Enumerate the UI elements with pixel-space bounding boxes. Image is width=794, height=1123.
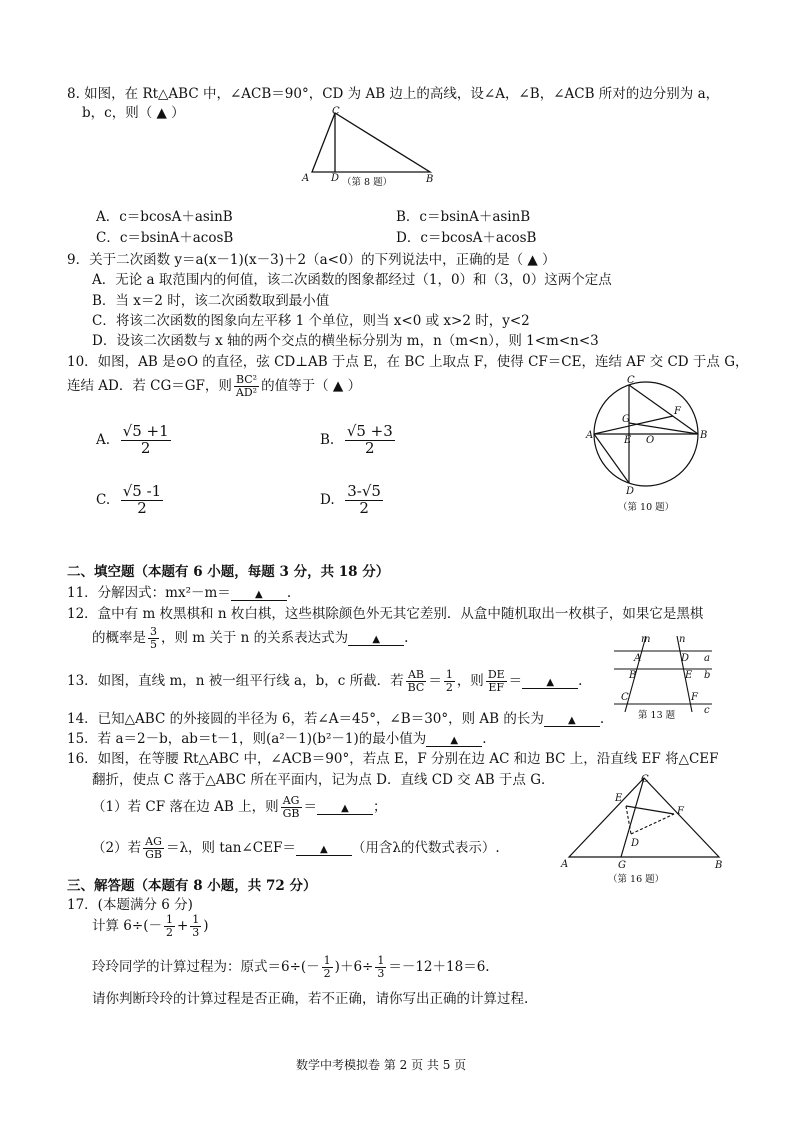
- fig13-label-B: B: [629, 670, 637, 681]
- q16-part2: （2）若 $\frac{AG}{GB}$ ＝λ，则 tan∠CEF＝ ▲ （用含λ的代数式表示）.: [92, 835, 500, 861]
- q10-fraction: $\frac{\text{BC²}}{\text{AD²}}$: [235, 373, 258, 399]
- q10-option-C: C. $\frac{√5 -1}{2}$: [96, 482, 162, 517]
- fig16-label-F: F: [677, 806, 684, 817]
- fig16-label-E: E: [615, 793, 623, 804]
- fig16-label-G: G: [618, 860, 626, 871]
- q10-figure-caption: （第 10 题）: [618, 502, 675, 513]
- q10-option-D: D. $\frac{3-√5}{2}$: [320, 482, 381, 517]
- q16-figure: [558, 770, 730, 886]
- fig10-label-A: A: [586, 430, 594, 441]
- q10-option-B: B. $\frac{√5 +3}{2}$: [320, 422, 393, 457]
- fig13-label-E: E: [685, 670, 693, 681]
- q10-option-A: A. $\frac{√5 +1}{2}$: [96, 422, 169, 457]
- fig10-label-D: D: [626, 486, 635, 497]
- section-3-title: 三、解答题（本题有 8 小题，共 72 分）: [67, 878, 317, 894]
- q8-stem-line1: 8. 如图，在 Rt△ABC 中，∠ACB＝90°，CD 为 AB 边上的高线，设∠A，∠B，∠ACB 所对的边分别为 a，: [67, 86, 720, 102]
- q14: 14．已知△ABC 的外接圆的半径为 6，若∠A＝45°，∠B＝30°，则 AB 的长为 ▲ .: [67, 711, 605, 727]
- q8-figure: [298, 105, 448, 195]
- fig16-label-B: B: [715, 860, 723, 871]
- q10-stem-line1: 10．如图，AB 是⊙O 的直径，弦 CD⊥AB 于点 E，在 BC 上取点 F，使得 CF＝CE，连结 AF 交 CD 于点 G，: [67, 354, 749, 370]
- q8-option-D: D．c＝bcosA＋acosB: [396, 230, 537, 246]
- fig13-label-b: b: [704, 670, 711, 681]
- page-footer: 数学中考模拟卷 第 2 页 共 5 页: [296, 1058, 467, 1072]
- q15: 15．若 a＝2－b，ab＝t－1，则(a²－1)(b²－1)的最小值为 ▲ .: [67, 731, 487, 747]
- q16-line1: 16．如图，在等腰 Rt△ABC 中，∠ACB＝90°，若点 E，F 分别在边 AC 和边 BC 上，沿直线 EF 将△CEF: [67, 751, 719, 767]
- fig16-label-D: D: [631, 838, 640, 849]
- q8-figure-caption: （第 8 题）: [342, 177, 393, 188]
- q16-part2-answer-blank: ▲: [296, 844, 352, 856]
- q10-figure: [584, 370, 714, 515]
- q16-line2: 翻折，使点 C 落于△ABC 所在平面内，记为点 D．直线 CD 交 AB 于点 G．: [92, 772, 555, 788]
- fig10-label-C: C: [627, 375, 635, 386]
- q14-answer-blank: ▲: [544, 715, 600, 727]
- section-2-title: 二、填空题（本题有 6 小题，每题 3 分，共 18 分）: [67, 564, 390, 580]
- q9-option-B: B．当 x＝2 时，该二次函数取到最小值: [92, 293, 330, 309]
- q13-figure-caption: 第 13 题: [638, 710, 676, 721]
- q12-line2: 的概率是 $\frac{3}{5}$ ，则 m 关于 n 的关系表达式为 ▲ .: [92, 625, 409, 651]
- q9-stem: 9．关于二次函数 y＝a(x－1)(x－3)＋2（a<0）的下列说法中，正确的是（ ▲ ）: [67, 252, 556, 268]
- q11: 11．分解因式：mx²－m＝ ▲ .: [67, 585, 292, 601]
- fig13-label-C: C: [621, 692, 629, 703]
- q10-stem-line2: 连结 AD．若 CG＝GF，则 $\frac{\text{BC²}}{\text{AD²}}$ 的值等于（ ▲ ）: [67, 373, 362, 399]
- q9-option-D: D．设该二次函数与 x 轴的两个交点的横坐标分别为 m，n（m<n），则 1<m<n<3: [92, 333, 599, 349]
- q11-answer-blank: ▲: [231, 589, 287, 601]
- q16-figure-caption: （第 16 题）: [608, 874, 665, 885]
- fig13-label-A: A: [634, 653, 642, 664]
- fig16-label-A: A: [561, 859, 569, 870]
- q17-header: 17．(本题满分 6 分): [67, 897, 193, 913]
- fig10-label-E: E: [624, 435, 632, 446]
- q9-option-A: A．无论 a 取范围内的何值，该二次函数的图象都经过（1，0）和（3，0）这两个定点: [92, 272, 612, 288]
- fig13-label-F: F: [691, 692, 698, 703]
- fig13-label-n: n: [679, 634, 686, 645]
- fig10-label-G: G: [622, 414, 630, 425]
- fig13-label-D: D: [681, 653, 690, 664]
- q12-line1: 12．盒中有 m 枚黑棋和 n 枚白棋，这些棋除颜色外无其它差别．从盒中随机取出一枚棋子，如果它是黑棋: [67, 606, 704, 622]
- q15-answer-blank: ▲: [426, 735, 482, 747]
- q8-stem-line2: b，c，则（ ▲ ）: [82, 105, 185, 121]
- fig10-label-O: O: [646, 435, 655, 446]
- q16-part1-answer-blank: ▲: [317, 803, 373, 815]
- fig16-label-C: C: [641, 774, 649, 785]
- fig8-label-B: B: [426, 174, 434, 185]
- q8-option-C: C．c＝bsinA＋acosB: [96, 230, 234, 246]
- q17-student-process: 玲玲同学的计算过程为：原式＝6÷(－ $\frac{1}{2}$ )＋6÷ $\frac{1}{3}$ ＝－12＋18＝6.: [92, 954, 490, 980]
- fig8-label-D: D: [331, 173, 340, 184]
- q17-instruction: 请你判断玲玲的计算过程是否正确，若不正确，请你写出正确的计算过程.: [92, 991, 529, 1007]
- fig8-label-C: C: [332, 106, 340, 117]
- fig10-label-B: B: [700, 430, 708, 441]
- q16-part1: （1）若 CF 落在边 AB 上，则 $\frac{AG}{GB}$ ＝ ▲ ；: [92, 794, 387, 820]
- q8-option-A: A．c＝bcosA＋asinB: [96, 209, 233, 225]
- fig10-label-F: F: [674, 406, 681, 417]
- q17-calculation: 计算 6÷(－ $\frac{1}{2}$ + $\frac{1}{3}$ ): [92, 913, 209, 939]
- q13: 13．如图，直线 m，n 被一组平行线 a，b，c 所截．若 $\frac{AB}{BC}$ ＝ $\frac{1}{2}$ ，则 $\frac{DE}{EF}$ ＝ ▲ .: [67, 668, 583, 694]
- q8-option-B: B．c＝bsinA＋asinB: [396, 209, 531, 225]
- fig13-label-c: c: [704, 705, 710, 716]
- fig8-label-A: A: [302, 173, 310, 184]
- q9-option-C: C．将该二次函数的图象向左平移 1 个单位，则当 x<0 或 x>2 时，y<2: [92, 313, 530, 329]
- q12-answer-blank: ▲: [348, 634, 404, 646]
- q13-figure: [608, 630, 718, 722]
- fig13-label-a: a: [704, 653, 710, 664]
- q13-answer-blank: ▲: [522, 677, 578, 689]
- fig13-label-m: m: [641, 634, 651, 645]
